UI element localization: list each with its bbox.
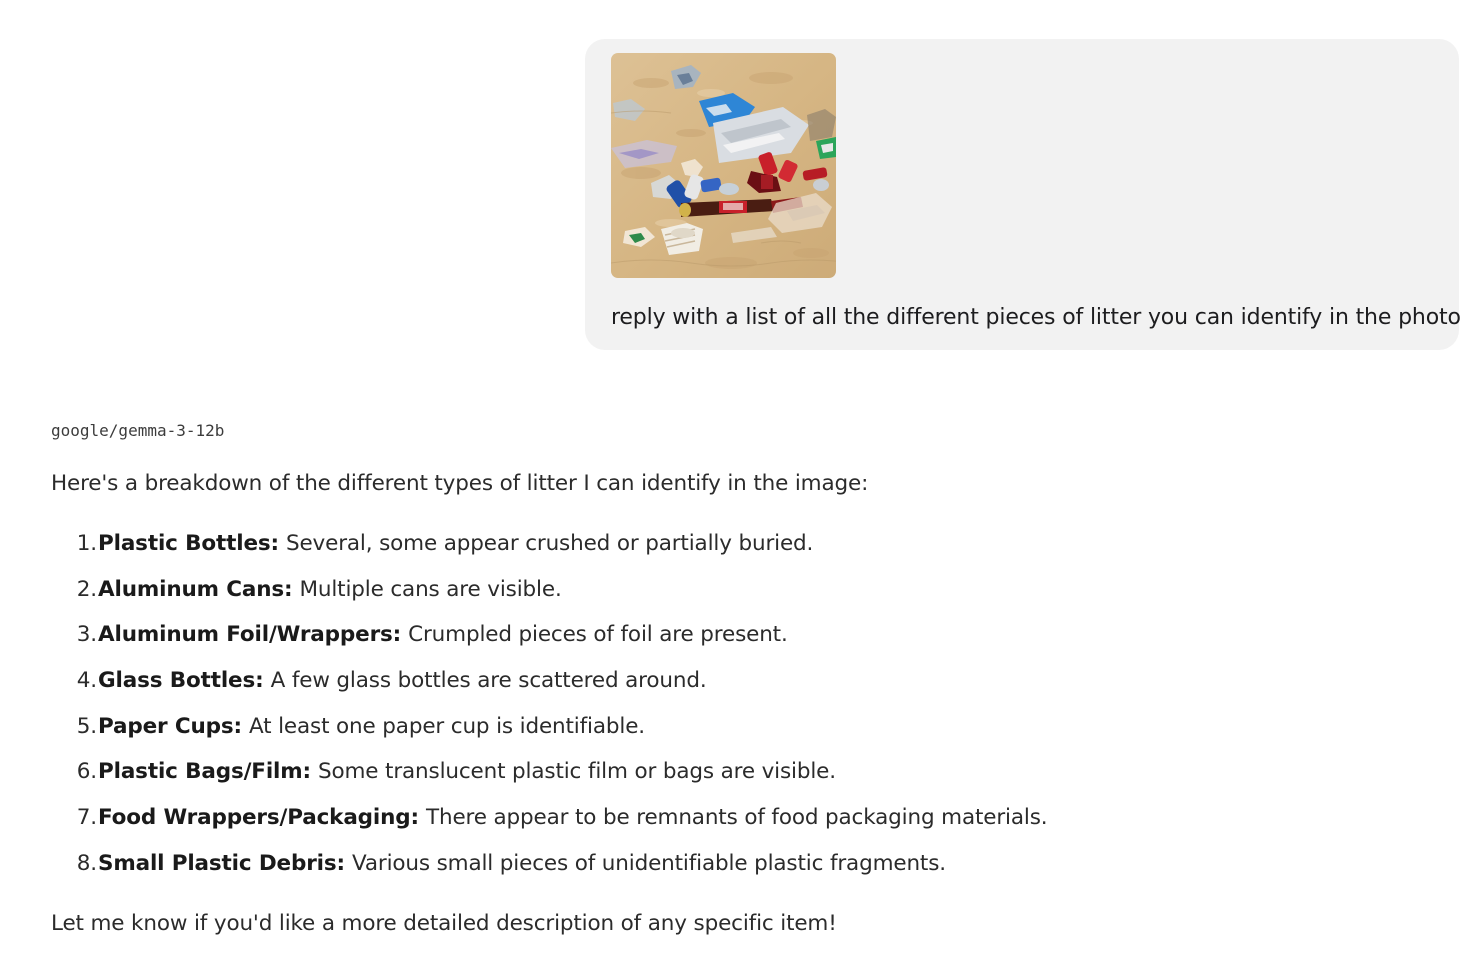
list-item-number: 1. <box>76 531 97 556</box>
litter-list <box>51 529 1451 895</box>
user-message-text: reply with a list of all the different pieces of litter you can identify in the photo <box>611 305 1461 330</box>
assistant-response <box>51 468 1451 936</box>
list-item <box>51 620 1451 666</box>
list-item-text: Various small pieces of unidentifiable plastic fragments. <box>351 850 946 876</box>
model-name-label: google/gemma-3-12b <box>51 421 225 440</box>
response-outro: Let me know if you'd like a more detailed description of any specific item! <box>51 911 837 936</box>
list-item-title: Plastic Bottles: <box>98 531 279 556</box>
list-item-text: Several, some appear crushed or partially buried. <box>285 531 814 556</box>
list-item-title: Paper Cups: <box>98 713 242 739</box>
list-item-number: 2. <box>76 576 97 602</box>
litter-photo-illustration <box>611 53 836 278</box>
list-item-text: Some translucent plastic film or bags are visible. <box>317 759 836 785</box>
list-item <box>51 529 1451 575</box>
list-item-number: 8. <box>76 850 97 876</box>
list-item-title: Aluminum Foil/Wrappers: <box>98 622 402 648</box>
list-item-text: There appear to be remnants of food packaging materials. <box>426 805 1048 831</box>
list-item-text: At least one paper cup is identifiable. <box>248 713 645 739</box>
user-message-bubble <box>585 39 1459 350</box>
list-item-title: Aluminum Cans: <box>98 576 293 602</box>
list-item <box>51 757 1451 803</box>
list-item-title: Glass Bottles: <box>98 668 264 694</box>
list-item-number: 4. <box>76 668 97 694</box>
attached-photo[interactable] <box>611 53 836 278</box>
list-item <box>51 575 1451 621</box>
response-intro: Here's a breakdown of the different types of litter I can identify in the image: <box>51 471 869 496</box>
list-item-text: A few glass bottles are scattered around. <box>270 668 707 694</box>
list-item-number: 3. <box>76 622 97 648</box>
list-item-number: 5. <box>76 713 97 739</box>
list-item-text: Multiple cans are visible. <box>299 576 562 602</box>
list-item <box>51 803 1451 849</box>
list-item-title: Small Plastic Debris: <box>98 850 345 876</box>
list-item-text: Crumpled pieces of foil are present. <box>408 622 788 648</box>
list-item-title: Food Wrappers/Packaging: <box>98 805 419 831</box>
list-item <box>51 666 1451 712</box>
list-item-number: 6. <box>76 759 97 785</box>
list-item-title: Plastic Bags/Film: <box>98 759 311 785</box>
list-item <box>51 849 1451 895</box>
list-item <box>51 712 1451 758</box>
list-item-number: 7. <box>76 805 97 831</box>
